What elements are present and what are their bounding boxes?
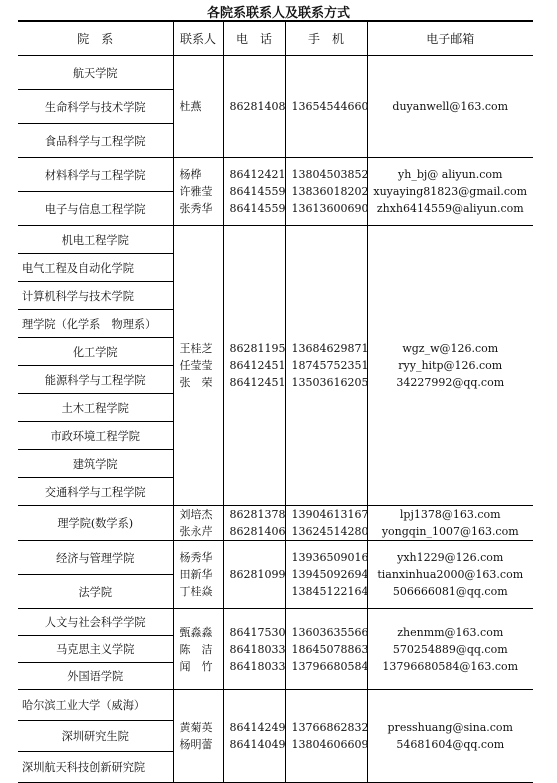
email-line: lpj1378@163.com [399,508,501,521]
email-line: zhenmm@163.com [397,625,504,639]
email-line: ryy_hitp@126.com [398,359,503,372]
contact-line: 丁桂焱 [179,585,213,598]
table-body [18,56,533,783]
email-line: 570254889@qq.com [392,642,508,656]
mobile-line: 18745752351 [291,359,369,372]
email-line: wgz_w@126.com [402,342,499,355]
department-cell: 外国语学院 [18,663,173,690]
phone-line: 86281406 [229,525,286,538]
phone-cell [223,541,285,609]
email-line: yh_bj@ aliyun.com [398,168,503,181]
department-cell: 哈尔滨工业大学（威海） [18,690,173,721]
mobile-cell [285,506,367,541]
phone-cell [223,56,285,158]
department-cell: 建筑学院 [18,450,173,478]
email-line: yongqin_1007@163.com [381,525,519,538]
phone-cell [223,609,285,690]
contact-cell [173,158,223,226]
mobile-line: 13836018202 [291,185,369,198]
phone-line: 86414249 [229,721,286,734]
mobile-line: 18645078863 [291,642,369,656]
mobile-cell [285,609,367,690]
department-cell: 土木工程学院 [18,394,173,422]
department-cell: 法学院 [18,575,173,609]
phone-line: 86414049 [229,738,286,751]
mobile-cell [285,226,367,506]
header-email: 电子邮箱 [367,21,533,56]
contact-cell [173,609,223,690]
contact-cell [173,541,223,609]
email-line: zhxh6414559@aliyun.com [376,202,524,215]
page-title: 各院系联系人及联系方式 [206,6,350,21]
contact-line: 田新华 [179,568,213,581]
header-department: 院 系 [18,21,173,56]
department-cell: 航天学院 [18,56,173,90]
department-cell: 理学院(数学系) [18,506,173,541]
email-line: 54681604@qq.com [396,738,505,751]
department-cell: 机电工程学院 [18,226,173,254]
phone-cell [223,226,285,506]
contact-cell [173,690,223,783]
department-cell: 计算机科学与技术学院 [18,282,173,310]
header-contact: 联系人 [173,21,223,56]
mobile-line: 13945092694 [291,568,369,581]
contact-line: 许雅莹 [179,185,213,198]
department-cell: 电子与信息工程学院 [18,192,173,226]
phone-line: 86281195 [229,342,286,355]
department-cell: 能源科学与工程学院 [18,366,173,394]
mobile-line: 13904613167 [291,508,369,521]
phone-line: 86281099 [229,568,286,581]
phone-line: 86281378 [229,508,286,521]
email-cell [367,609,533,690]
phone-line: 86414559 [229,185,286,198]
table-row [18,609,533,636]
email-cell [367,690,533,783]
phone-line: 86417530 [229,625,286,639]
department-cell: 马克思主义学院 [18,636,173,663]
phone-line: 86281408 [229,100,286,113]
email-line: tianxinhua2000@163.com [377,568,524,581]
contact-cell [173,226,223,506]
email-line: xuyaying81823@gmail.com [373,185,528,198]
department-cell: 人文与社会科学学院 [18,609,173,636]
contact-line: 黄菊英 [179,721,213,734]
department-cell: 材料科学与工程学院 [18,158,173,192]
contact-line: 张秀华 [179,202,213,215]
department-cell: 交通科学与工程学院 [18,478,173,506]
mobile-line: 13936509016 [291,551,369,564]
email-cell [367,541,533,609]
contact-line: 杨桦 [179,168,202,181]
table-row [18,158,533,192]
mobile-line: 13613600690 [291,202,369,215]
department-cell: 电气工程及自动化学院 [18,254,173,282]
mobile-line: 13766862832 [291,721,369,734]
phone-cell [223,690,285,783]
email-line: 13796680584@163.com [382,659,519,673]
phone-line: 86412451 [229,376,286,389]
phone-line: 86414559 [229,202,286,215]
email-cell [367,158,533,226]
contact-cell [173,506,223,541]
email-line: yxh1229@126.com [397,551,504,564]
email-cell [367,226,533,506]
mobile-cell [285,56,367,158]
mobile-line: 13503616205 [291,376,369,389]
contact-line: 甄淼淼 [179,625,213,639]
header-row [18,21,533,56]
table-row [18,506,533,541]
email-line: presshuang@sina.com [387,721,513,734]
mobile-line: 13624514280 [291,525,369,538]
table-row [18,541,533,575]
contact-line: 刘培杰 [179,508,213,521]
contact-line: 杜燕 [179,100,202,113]
header-mobile: 手 机 [285,21,367,56]
phone-line: 86412451 [229,359,286,372]
email-line: 34227992@qq.com [396,376,505,389]
table-row [18,226,533,254]
department-cell: 市政环境工程学院 [18,422,173,450]
contact-line: 陈 洁 [179,642,213,656]
phone-cell [223,506,285,541]
contact-cell [173,56,223,158]
department-cell: 食品科学与工程学院 [18,124,173,158]
mobile-cell [285,158,367,226]
mobile-line: 13845122164 [291,585,369,598]
phone-line: 86418033 [229,659,286,673]
mobile-line: 13654544660 [291,100,369,113]
table-row [18,690,533,721]
contact-line: 杨秀华 [179,551,213,564]
email-line: duyanwell@163.com [392,100,509,113]
contact-line: 杨明蕾 [179,738,213,751]
department-cell: 理学院（化学系 物理系） [18,310,173,338]
header-phone: 电 话 [223,21,285,56]
table-row [18,56,533,90]
email-line: 506666081@qq.com [392,585,508,598]
department-cell: 经济与管理学院 [18,541,173,575]
phone-line: 86412421 [229,168,286,181]
phone-cell [223,158,285,226]
department-cell: 深圳研究生院 [18,721,173,752]
email-cell [367,506,533,541]
contact-line: 闻 竹 [179,659,213,673]
phone-line: 86418033 [229,642,286,656]
contact-line: 张 荣 [179,376,213,389]
contact-line: 王桂芝 [179,342,213,355]
contact-line: 张永芹 [179,525,213,538]
department-cell: 化工学院 [18,338,173,366]
mobile-line: 13804503852 [291,168,369,181]
email-cell [367,56,533,158]
mobile-line: 13684629871 [291,342,369,355]
department-cell: 深圳航天科技创新研究院 [18,752,173,783]
department-cell: 生命科学与技术学院 [18,90,173,124]
mobile-line: 13796680584 [291,659,369,673]
contact-table [18,20,533,783]
mobile-cell [285,690,367,783]
contact-line: 任莹莹 [179,359,213,372]
mobile-line: 13603635566 [291,625,369,639]
mobile-line: 13804606609 [291,738,369,751]
mobile-cell [285,541,367,609]
